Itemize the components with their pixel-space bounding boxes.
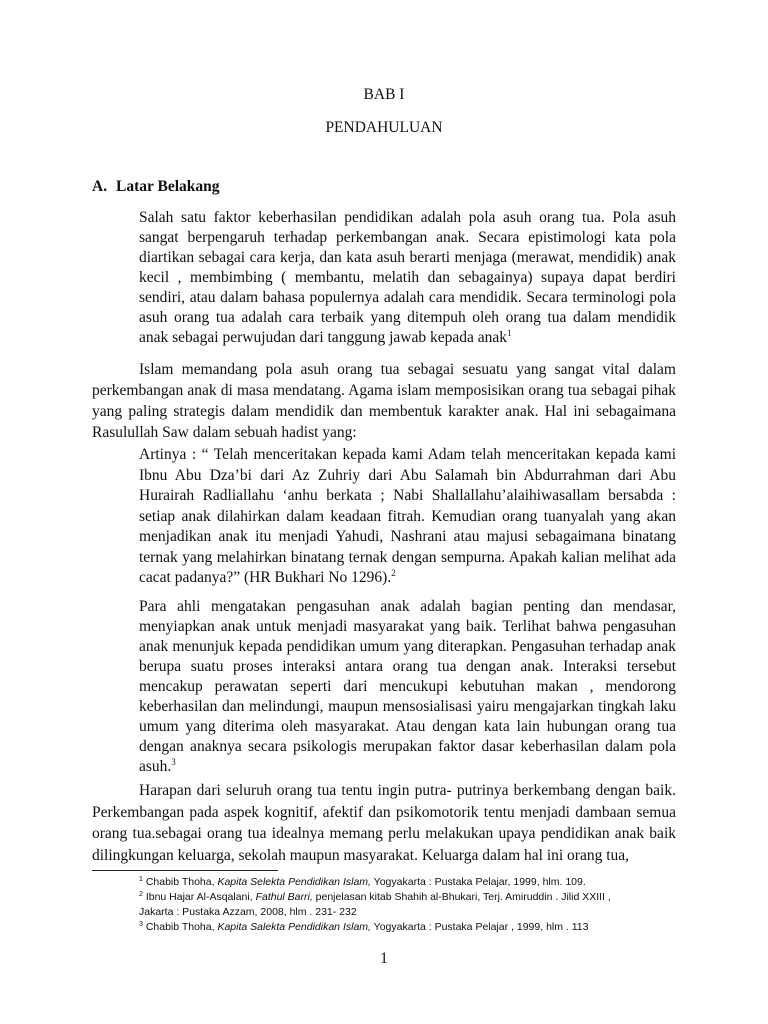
footnote-number: 3 [139, 921, 143, 928]
footnote-book-title: Kapita Salekta Pendidikan Islam, [217, 921, 371, 933]
paragraph-1-text: Salah satu faktor keberhasilan pendidikan adalah pola asuh orang tua. Pola asuh sangat berpengaruh terhadap perkembangan anak. Secara epistimologi kata pola diartikan sebagai cara kerja, dan kata asuh berarti menjaga (merawat, mendidik) anak kecil , membimbing ( membantu, melatih dan sebagainya) supaya dapat berdiri sendiri, atau dalam bahasa populernya adalah cara mendidik. Secara terminologi pola asuh orang tua adalah cara terbaik yang ditempuh oleh orang tua dalam mendidik anak sebagai perwujudan dari tanggung jawab kepada anak [139, 209, 676, 346]
footnote-3 [139, 920, 699, 935]
footnote-ref-1: 1 [506, 328, 512, 338]
hadith-quote [139, 445, 676, 589]
paragraph-3 [139, 597, 676, 777]
footnote-ref-3: 3 [171, 757, 176, 767]
footnotes [139, 875, 699, 935]
footnote-text: Ibnu Hajar Al-Asqalani, [145, 891, 256, 903]
footnote-text: Yogyakarta : Pustaka Pelajar , 1999, hlm . 113 [370, 921, 589, 933]
footnote-2-continued [139, 905, 699, 920]
chapter-title: PENDAHULUAN [325, 119, 443, 136]
footnote-number: 1 [139, 876, 143, 883]
paragraph-2: Islam memandang pola asuh orang tua sebagai sesuatu yang sangat vital dalam perkembangan anak di masa mendatang. Agama islam memposisikan orang tua sebagai pihak yang paling strategis dalam mendidik dan membentuk karakter anak. Hal ini sebagaimana Rasulullah Saw dalam sebuah hadist yang: [92, 361, 676, 441]
paragraph-3-text: Para ahli mengatakan pengasuhan anak adalah bagian penting dan mendasar, menyiapkan anak untuk menjadi masyarakat yang baik. Terlihat bahwa pengasuhan anak menunjuk kepada pendidikan umum yang diterapkan. Pengasuhan terhadap anak berupa suatu proses interaksi antara orang tua dengan anak. Interaksi tersebut mencakup perawatan seperti dari mencukupi kebutuhan makan , mendorong keberhasilan dan melindungi, maupun mensosialisasi yairu mengajarkan tingkah laku umum yang diterima oleh masyarakat. Atau dengan kata lain hubungan orang tua dengan anaknya secara psikologis merupakan faktor dasar keberhasilan dalam pola asuh. [139, 598, 676, 775]
section-heading [92, 178, 220, 196]
footnote-1 [139, 875, 699, 890]
hadith-quote-text: Artinya : “ Telah menceritakan kepada kami Adam telah menceritakan kepada kami Ibnu Abu Dza’bi dari Az Zuhriy dari Abu Salamah bin Abdurrahman dari Abu Hurairah Radliallahu ‘anhu berkata ; Nabi Shallallahu’alaihiwasallam bersabda : setiap anak dilahirkan dalam keadaan fitrah. Kemudian orang tuanyalah yang akan menjadikan anak itu menjadi Yahudi, Nashrani atau majusi sebagaimana binatang ternak yang melahirkan binatang ternak dengan sempurna. Apakah kalian melihat ada cacat padanya?” (HR Bukhari No 1296). [139, 446, 676, 586]
page-number: 1 [380, 950, 388, 967]
footnote-text: Chabib Thoha, [145, 876, 218, 888]
footnote-separator [92, 870, 278, 871]
paragraph-1 [139, 208, 676, 348]
paragraph-4: Harapan dari seluruh orang tua tentu ingin putra- putrinya berkembang dengan baik. Perkembangan pada aspek kognitif, afektif dan psikomotorik tentu menjadi dambaan semua orang tua.sebagai orang tua idealnya memang perlu melakukan upaya pendidikan anak baik dilingkungan keluarga, sekolah maupun masyarakat. Keluarga dalam hal ini orang tua, [92, 782, 676, 864]
footnote-text: Yogyakarta : Pustaka Pelajar, 1999, hlm. 109. [370, 876, 586, 888]
footnote-ref-2: 2 [391, 568, 396, 578]
footnote-book-title: Fathul Barri, [255, 891, 313, 903]
footnote-2 [139, 890, 699, 905]
footnote-number: 2 [139, 891, 143, 898]
footnote-book-title: Kapita Selekta Pendidikan Islam, [217, 876, 371, 888]
section-letter: A. [92, 178, 108, 195]
footnote-text: Chabib Thoha, [145, 921, 218, 933]
footnote-text: Jakarta : Pustaka Azzam, 2008, hlm . 231- 232 [139, 906, 357, 918]
chapter-number: BAB I [363, 86, 405, 103]
footnote-text: penjelasan kitab Shahih al-Bhukari, Terj. Amiruddin . Jilid XXIII , [312, 891, 611, 903]
section-title: Latar Belakang [116, 178, 220, 195]
